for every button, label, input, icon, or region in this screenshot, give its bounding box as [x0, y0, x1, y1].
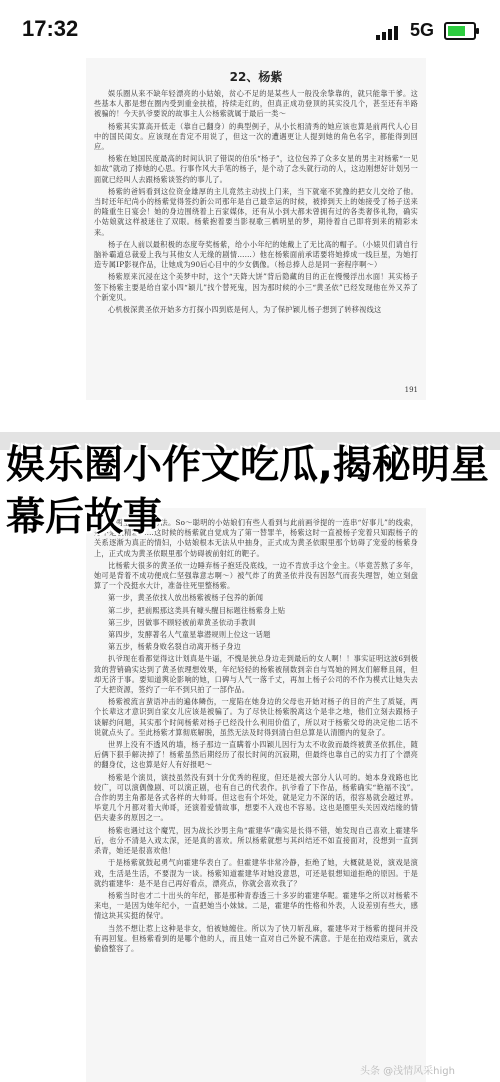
paragraph: 于是杨紫就鼓起勇气向霍建华表白了。但霍建华非常冷静，拒绝了她，大概就是说，演戏是演戏，生活是生活，不要混为一谈。杨紫知道霍建华对她没意思，可还是很想知道拒绝的原因。于是就约霍建华：是不是自己再好看点，漂亮点，你就会喜欢我了？: [94, 858, 418, 888]
paragraph: 世界上没有不透风的墙，杨子那边一直瞒着小四颖儿因行为太不收敛而最终被黄圣依抓住，随后俩下狠手解决掉了！杨紫虽然后期经历了很长时间的沉寂期，但最终也靠自己的实力打了个漂亮的翻身仗，这也算是好人有好报吧～: [94, 740, 418, 770]
status-icons: [376, 20, 476, 41]
page-number: 191: [404, 386, 418, 394]
signal-icon: [376, 21, 400, 40]
battery-icon: [444, 22, 476, 40]
paragraph: 第一步，黄圣依找人放出杨紫被杨子包养的新闻: [108, 593, 264, 603]
status-bar: [0, 0, 500, 62]
paragraph: 第二步，把前熙那这类具有噱头醒目标题往杨紫身上贴: [108, 605, 286, 615]
paragraph: 第三步，因做事不顾轻被前辈黄圣依动手教训: [108, 617, 256, 627]
paragraph: 一两全其美的方法。So～聪明的小姑娘们有些人看到与此前画爷提的一连串“好事儿”的线索，是不是很精彩……这时候的杨紫就自觉成为了第一替罪羊，杨紫这时一直被杨子宠着只知跟杨子的关系逐渐为真正的情妇，小姑娘根本无法从中抽身，正式成为黄圣依眼里那个妨碍了宠爱的杨紫身上，正式成为黄圣依眼里那个妨碍被前射红的靶子。: [94, 518, 418, 558]
paragraph: 杨紫当时也才二十出头的年纪，都是那种青春透三十多岁的霍建华呢。霍建华之所以对杨紫不来电，一是因为她年纪小，一直把她当小妹妹。二是，霍建华的性格和外表，人设差别有些大，感情这块其实挺的保守。: [94, 890, 418, 921]
paragraph: 杨紫的爸妈看到这位资金雄厚的主儿竟然主动找上门来，当下就毫不犹豫的把女儿交给了他。当时还年纪尚小的杨紫觉得签约新公司那年是自己最幸运的时候，被捧到天上的她接受了杨子送来的隆重生日宴会！她的身边围绕着上百家媒体，还有从小到大都未曾拥有过的各类奢侈礼物，确实小姑娘就这样被迷住了双眼。杨紫抱着要当影视歌三栖明星的梦，期待着自己即将到来的精彩未来。: [94, 186, 418, 237]
paragraph: 第四步，发酵著名人气童星靠潜规则上位这一话题: [108, 630, 271, 640]
paragraph: 第五步，杨紫身败名裂自动离开杨子身边: [108, 642, 241, 652]
paragraph: 杨紫原来沉浸在这个美梦中时，这个“天降大饼”背后隐藏的目的正在慢慢浮出水面！其实杨子签下杨紫主要是给自家小四“颖儿”找个替死鬼，因为那时候的小三“黄圣依”已经发现他在外又养了个新宠贝。: [94, 272, 418, 302]
paragraph: 娱乐圈从来不缺年轻漂亮的小姑娘，贫心不足的是某些人一般没余挚靠的，就只能靠干爹。这些基本人都是想在圈内受到重金扶植，持续走红的，但真正成功登顶的其实没几个，甚至还有半路被骗的！今天扒爷要说的故事主人公杨紫就属于最后一类～: [94, 89, 418, 119]
article-headline: 娱乐圈小作文吃瓜,揭秘明星幕后故事: [6, 443, 489, 540]
chapter-title: 22、杨紫: [229, 70, 283, 84]
paragraph: 杨紫是个演员，演技虽然没有到十分优秀的程度，但还是被大部分人认可的。她本身戏路也比较广，可以演偶像剧、可以演正剧，也有自己的代表作。扒爷看了下作品，杨紫确实“艳福不浅”。合作的男主角都是各式各样的大帅哥。但这也有个坏处，就是定力不深的话，很容易就会越过界。毕竟几个月都对着大帅哥，还演着爱情故事，想要不入戏也不容易。这也是圈里头关因戏结缘的情侣夫妻多的原因之一。: [94, 772, 418, 823]
paragraph: 杨紫被流言蜚语冲击的遍体鳞伤，一度陷在她身边的父母也开始对杨子的目的产生了质疑，两个长辈这才意识到自家女儿应该是被骗了。为了尽快让杨紫脱离这个是非之地，他们立刻去跟杨子谈解约问题，其实那个时间杨紫对杨子已经没什么利用价值了，所以对于杨紫父母的决定他二话不说就点头了。至此杨紫才算彻底解脱，虽然无法及时得到清白但总算是认清圈内的复杂了。: [94, 697, 418, 737]
paragraph: 扒爷现在看都觉得这计划真是牛逼，不愧是狭总身边走到最后的女人啊！！事实证明这波6到极致的营销确实达到了黄圣依理想效果，年纪轻轻的杨紫被削数到亲自与骂她的网友们解释且闹，但却无济于事。要知道舆论影响的她，口碑与人气一落千丈，再加上杨子公司的不作为模式让她失去了大把资源，签约了一年不到只拍了一部作品。: [94, 654, 418, 695]
status-time: 17:32: [22, 16, 79, 41]
book-page-bottom: [86, 508, 426, 1082]
paragraph: 杨紫其实算高开低走（靠自己翻身）的典型例子，从小长相清秀的她应该也算是前两代人心目中的国民闺女。应该现在肯定不用说了，但这一次的遭遇更让人提到她的角色名字，都能得到回应。: [94, 121, 418, 152]
paragraph: 杨子在人前以最积极的态度夸奖杨紫，给小小年纪的她戴上了无比高的帽子。（小婊贝们请自行脑补霸道总裁爱上我与其他女人无缘的剧情……）他在杨紫面前承诺要将她捧成一线巨星，为她打造专属IP影视作品，让她成为90后心目中的少女偶像。（杨总捧人总是同一套程序啊～）: [94, 239, 418, 270]
paragraph: 当然不想让惹上这种是非女，怕被她缠住。所以为了快刀斩乱麻，霍建华对于杨紫的提问并没有再回复。但杨紫看到的是哪个他的人，而且她一直对自己外貌不满意。于是在拍戏结束后，就去偷偷整容了。: [94, 923, 418, 953]
network-type: 5G: [409, 20, 434, 40]
paragraph: 杨紫也遇过这个魔咒，因为战长沙男主角“霍建华”确实是长得不错，她发现自己喜欢上霍建华后，也分不清是入戏太深，还是真的喜欢。所以杨紫就想与其纠结还不如直接面对，没想到一直到杀青，她还是很喜欢他！: [94, 825, 418, 856]
paragraph: 杨紫在她国民度最高的时间认识了错误的伯乐“杨子”，这位包养了众多女星的男主对杨紫“一见如故”就动了捧她的心思。行事作风大手笔的杨子，是个动了念头就行动的人，这边刚想好计划另一面就已经叫人去跟杨紫谈签约的事儿了。: [94, 154, 418, 184]
watermark: 头条 @浅情风采high: [360, 1066, 455, 1077]
paragraph: 比杨紫大很多的黄圣依一边睡弃杨子抱廷没底线，一边不肯放手这个金主。（毕竟苦熬了多年，她可是背着不成功便成仁坚强靠意志啊～）被气炸了的黄圣依并没有因怒气而丧失理智，她立刻盘算了一个没挺水大计，准备往死里整杨紫。: [94, 560, 418, 591]
paragraph: 心机极深黄圣依开始多方打探小四到底是何人，为了保护颖儿杨子想到了转移视线这: [108, 305, 382, 315]
book-page-top: [86, 58, 426, 400]
